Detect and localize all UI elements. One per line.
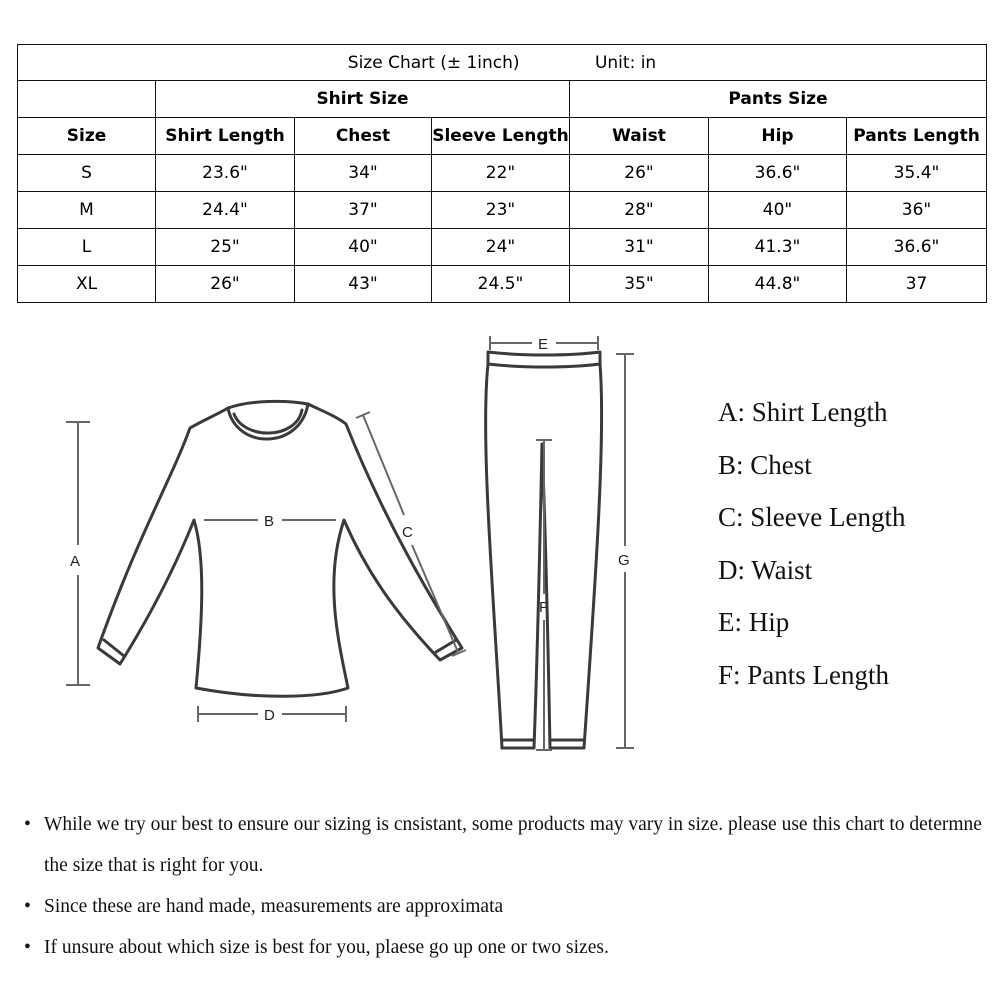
table-cell: 25" (156, 229, 295, 266)
table-caption-row (18, 45, 987, 81)
bullet-icon: • (24, 814, 31, 835)
table-cell: 40" (295, 229, 432, 266)
dimension-line-g (616, 354, 634, 748)
table-row (18, 192, 987, 229)
size-chart-table (17, 44, 987, 303)
table-cell: 44.8" (709, 266, 847, 303)
table-cell: M (18, 192, 156, 229)
table-cell: 24.5" (432, 266, 570, 303)
legend-item-a: A: Shirt Length (718, 397, 888, 427)
marker-f: F (539, 599, 549, 616)
marker-b: B (264, 513, 275, 530)
table-caption (18, 45, 987, 81)
note-text: While we try our best to ensure our sizing is cnsistant, some products may vary in size. please use this chart to determne the size that is right for you. (44, 814, 982, 876)
table-cell: 26" (570, 155, 709, 192)
measurement-legend (718, 390, 905, 706)
column-header-sleeve-length: Sleeve Length (432, 118, 570, 155)
note-item (24, 886, 984, 927)
bullet-icon: • (24, 896, 31, 917)
garment-diagram (0, 300, 700, 780)
table-row (18, 155, 987, 192)
table-cell: 37" (295, 192, 432, 229)
group-header-row (18, 81, 987, 118)
column-header-shirt-length: Shirt Length (156, 118, 295, 155)
marker-a: A (70, 553, 81, 570)
pants-dimensions (490, 336, 634, 750)
legend-item-f: F: Pants Length (718, 659, 890, 690)
table-cell: XL (18, 266, 156, 303)
table-cell: 35" (570, 266, 709, 303)
table-cell: 43" (295, 266, 432, 303)
legend-item-b: B: Chest (718, 449, 812, 480)
table-unit: Unit: in (594, 52, 657, 73)
marker-g: G (618, 552, 630, 569)
column-header-size: Size (18, 118, 156, 155)
table-cell: 26" (156, 266, 295, 303)
table-cell: 35.4" (847, 155, 987, 192)
table-cell: 36" (847, 192, 987, 229)
group-header-shirt: Shirt Size (156, 81, 570, 118)
table-cell: 40" (709, 192, 847, 229)
column-header-waist: Waist (570, 118, 709, 155)
table-cell: 34" (295, 155, 432, 192)
column-header-pants-length: Pants Length (847, 118, 987, 155)
table-title: Size Chart (± 1inch) (347, 52, 520, 73)
sizing-notes (24, 804, 984, 968)
table-cell: 41.3" (709, 229, 847, 266)
note-text: Since these are hand made, measurements are approximata (44, 896, 504, 917)
legend-item-d: D: Waist (718, 554, 813, 585)
table-row (18, 229, 987, 266)
legend-item-c: C: Sleeve Length (718, 502, 906, 533)
shirt-illustration (98, 401, 462, 696)
group-header-empty (18, 81, 156, 118)
note-item (24, 927, 984, 968)
marker-e: E (538, 336, 549, 353)
table-cell: 23.6" (156, 155, 295, 192)
column-header-hip: Hip (709, 118, 847, 155)
bullet-icon: • (24, 937, 31, 958)
table-cell: L (18, 229, 156, 266)
table-cell: 31" (570, 229, 709, 266)
note-text: If unsure about which size is best for you, plaese go up one or two sizes. (44, 937, 609, 958)
shirt-dimensions (66, 412, 466, 722)
marker-d: D (264, 707, 275, 724)
shirt-outline (98, 404, 462, 696)
group-header-pants: Pants Size (570, 81, 987, 118)
table-cell: 24.4" (156, 192, 295, 229)
note-item (24, 804, 984, 886)
column-header-row (18, 118, 987, 155)
table-row (18, 266, 987, 303)
table-cell: 36.6" (709, 155, 847, 192)
table-cell: 24" (432, 229, 570, 266)
table-cell: S (18, 155, 156, 192)
table-cell: 23" (432, 192, 570, 229)
table-cell: 22" (432, 155, 570, 192)
pants-waistband (488, 352, 600, 367)
column-header-chest: Chest (295, 118, 432, 155)
table-cell: 37 (847, 266, 987, 303)
table-cell: 36.6" (847, 229, 987, 266)
legend-item-e: E: Hip (718, 607, 790, 638)
table-cell: 28" (570, 192, 709, 229)
marker-c: C (402, 524, 413, 541)
